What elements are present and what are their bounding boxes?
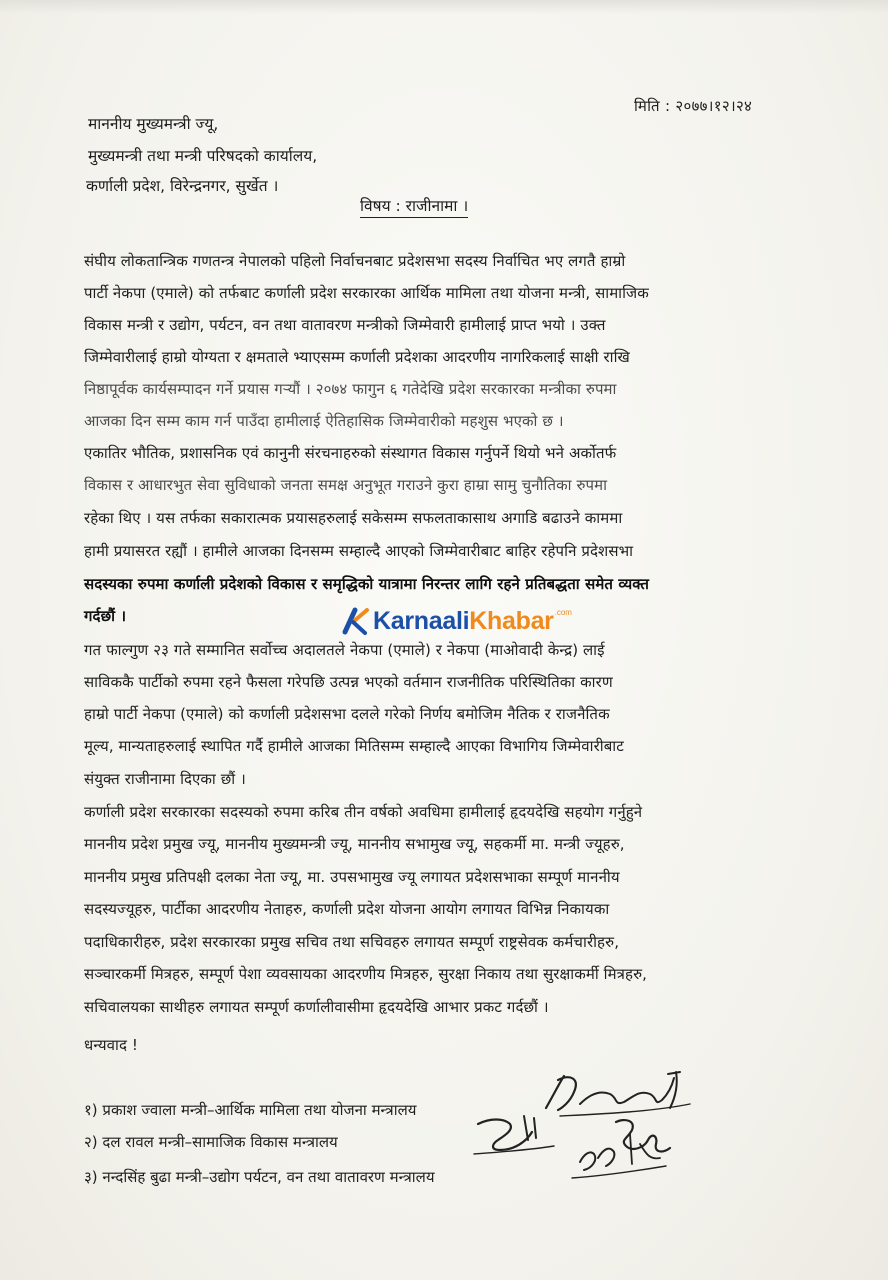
watermark-domain-suffix: .com [554,608,572,617]
body-line: जिम्मेवारीलाई हाम्रो योग्यता र क्षमताले भ्याएसम्म कर्णाली प्रदेशका आदरणीय नागरिकलाई साक्षी राखि [84,348,630,366]
body-line: हामी प्रयासरत रह्यौं । हामीले आजका दिनसम्म सम्हाल्दै आएको जिम्मेवारीबाट बाहिर रहेपनि प्रदेशसभा [84,542,634,560]
signature-3 [570,1114,680,1184]
recipient-line-2: मुख्यमन्त्री तथा मन्त्री परिषदको कार्यालय, [88,147,318,165]
letter-date: मिति : २०७७।१२।२४ [634,97,753,115]
karnaali-khabar-logo-icon [341,606,371,636]
body-line: सचिवालयका साथीहरु लगायत सम्पूर्ण कर्णालीवासीमा हृदयदेखि आभार प्रकट गर्दछौं । [84,998,549,1016]
signatory-3: ३) नन्दसिंह बुढा मन्त्री–उद्योग पर्यटन, वन तथा वातावरण मन्त्रालय [84,1168,435,1186]
letter-subject: विषय : राजीनामा । [360,194,468,218]
body-line: विकास मन्त्री र उद्योग, पर्यटन, वन तथा वातावरण मन्त्रीको जिम्मेवारी हामीलाई प्राप्त भयो । उक्त [84,316,606,334]
body-line: गर्दछौं । [84,607,127,625]
recipient-line-3: कर्णाली प्रदेश, विरेन्द्रनगर, सुर्खेत । [86,177,279,195]
body-line: निष्ठापूर्वक कार्यसम्पादन गर्ने प्रयास गर्‍यौं । २०७४ फागुन ६ गतेदेखि प्रदेश सरकारका मन्त्रीका रुपमा [84,380,617,398]
body-line: संघीय लोकतान्त्रिक गणतन्त्र नेपालको पहिलो निर्वाचनबाट प्रदेशसभा सदस्य निर्वाचित भए लगतै हाम्रो [84,252,626,270]
body-line: सञ्चारकर्मी मित्रहरु, सम्पूर्ण पेशा व्यवसायका आदरणीय मित्रहरु, सुरक्षा निकाय तथा सुरक्षाकर्मी मित्रहरु, [84,965,648,983]
signature-2 [470,1110,560,1158]
body-line: विकास र आधारभुत सेवा सुविधाको जनता समक्ष अनुभूत गराउने कुरा हाम्रा सामु चुनौतिका रुपमा [84,476,608,494]
signatory-2: २) दल रावल मन्त्री–सामाजिक विकास मन्त्रालय [84,1133,338,1151]
closing-thanks: धन्यवाद ! [84,1036,139,1054]
body-line: संयुक्त राजीनामा दिएका छौं । [84,770,246,788]
body-line: एकातिर भौतिक, प्रशासनिक एवं कानुनी संरचनाहरुको संस्थागत विकास गर्नुपर्ने थियो भने अर्कोतर्फ [84,444,617,462]
body-line: आजका दिन सम्म काम गर्न पाउँदा हामीलाई ऐतिहासिक जिम्मेवारीको महशुस भएको छ । [84,412,564,430]
body-line: सदस्यका रुपमा कर्णाली प्रदेशको विकास र समृद्धिको यात्रामा निरन्तर लागि रहने प्रतिबद्धता समेत व्यक्त [84,575,650,593]
body-line: सदस्यज्यूहरु, पार्टीका आदरणीय नेताहरु, कर्णाली प्रदेश योजना आयोग लगायत विभिन्न निकायका [84,900,610,918]
body-line: माननीय प्रमुख प्रतिपक्षी दलका नेता ज्यू, मा. उपसभामुख ज्यू लगायत प्रदेशसभाका सम्पूर्ण माननीय [84,868,620,886]
body-line: पदाधिकारीहरु, प्रदेश सरकारका प्रमुख सचिव तथा सचिवहरु लगायत सम्पूर्ण राष्ट्रसेवक कर्मचारीहरु, [84,933,620,951]
watermark-text-karnaali: Karnaali [373,606,470,635]
body-line: गत फाल्गुण २३ गते सम्मानित सर्वोच्च अदालतले नेकपा (एमाले) र नेकपा (माओवादी केन्द्र) लाई [84,641,605,659]
karnaali-khabar-watermark [341,604,572,638]
scan-edge [0,0,888,14]
body-line: कर्णाली प्रदेश सरकारका सदस्यको रुपमा करिब तीन वर्षको अवधिमा हामीलाई हृदयदेखि सहयोग गर्नुहुने [84,803,643,821]
body-line: रहेका थिए । यस तर्फका सकारात्मक प्रयासहरुलाई सकेसम्म सफलताकासाथ अगाडि बढाउने काममा [84,509,623,527]
recipient-line-1: माननीय मुख्यमन्त्री ज्यू, [88,115,219,133]
body-line: हाम्रो पार्टी नेकपा (एमाले) को कर्णाली प्रदेशसभा दलले गरेको निर्णय बमोजिम नैतिक र राजनैतिक [84,705,610,723]
watermark-text-khabar: Khabar [469,606,554,635]
body-line: माननीय प्रदेश प्रमुख ज्यू, माननीय मुख्यमन्त्री ज्यू, माननीय सभामुख ज्यू, सहकर्मी मा. मन्त्री ज्यूहरु, [84,835,625,853]
body-line: पार्टी नेकपा (एमाले) को तर्फबाट कर्णाली प्रदेश सरकारका आर्थिक मामिला तथा योजना मन्त्री, सामाजिक [84,284,649,302]
signatory-1: १) प्रकाश ज्वाला मन्त्री–आर्थिक मामिला तथा योजना मन्त्रालय [84,1101,417,1119]
body-line: साविककै पार्टीको रुपमा रहने फैसला गरेपछि उत्पन्न भएको वर्तमान राजनीतिक परिस्थितिका कारण [84,673,613,691]
body-line: मूल्य, मान्यताहरुलाई स्थापित गर्दै हामीले आजका मितिसम्म सम्हाल्दै आएका विभागिय जिम्मेवारीबाट [84,737,624,755]
